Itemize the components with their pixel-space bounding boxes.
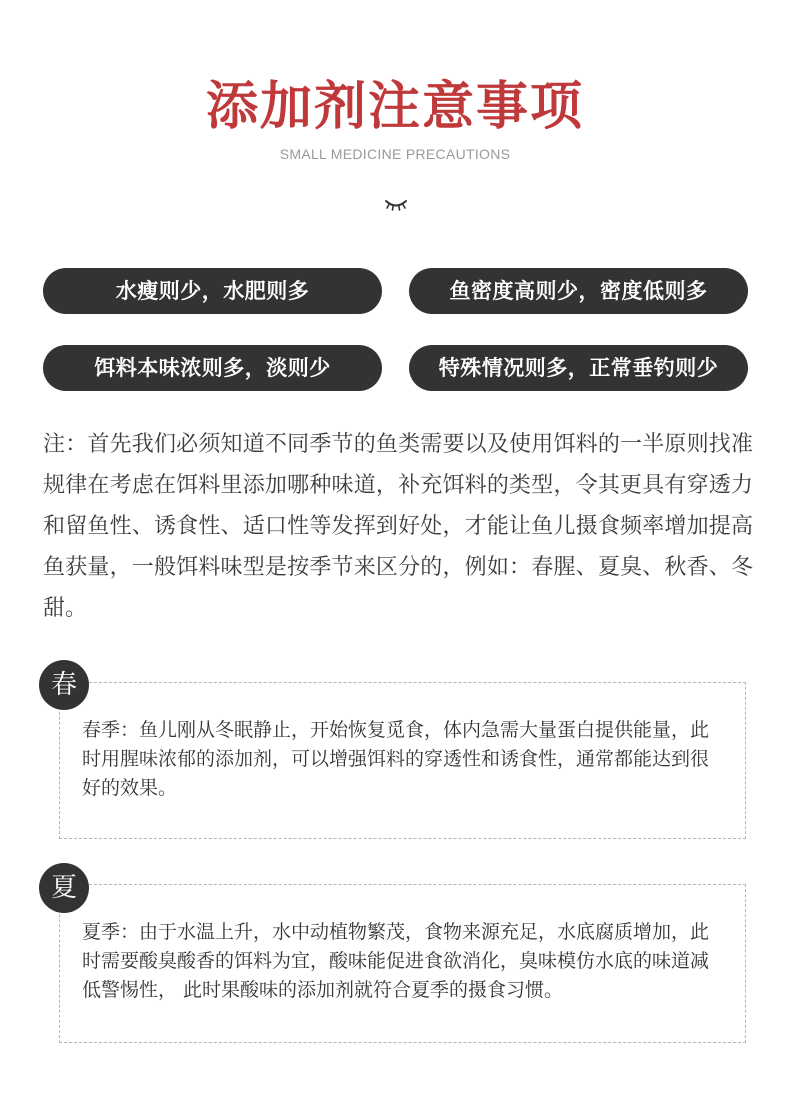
tip-pill: 鱼密度高则少，密度低则多 (409, 268, 748, 314)
summer-card (59, 884, 746, 1043)
tip-pill: 饵料本味浓则多，淡则少 (43, 345, 382, 391)
intro-note: 注：首先我们必须知道不同季节的鱼类需要以及使用饵料的一半原则找准规律在考虑在饵料里添加哪种味道，补充饵料的类型，令其更具有穿透力和留鱼性、诱食性、适口性等发挥到好处，才能让鱼儿摄食频率增加提高鱼获量，一般饵料味型是按季节来区分的，例如：春腥、夏臭、秋香、冬甜。 (43, 432, 753, 621)
spring-badge: 春 (39, 660, 89, 710)
tip-pill: 水瘦则少，水肥则多 (43, 268, 382, 314)
page-subtitle: SMALL MEDICINE PRECAUTIONS (279, 146, 511, 162)
summer-description: 夏季：由于水温上升，水中动植物繁茂，食物来源充足，水底腐质增加，此时需要酸臭酸香的饵料为宜，酸味能促进食欲消化，臭味模仿水底的味道减低警惕性， 此时果酸味的添加剂就符合夏季的摄食习惯。 (82, 921, 710, 1001)
tip-pill: 特殊情况则多，正常垂钓则少 (409, 345, 748, 391)
summer-badge: 夏 (39, 863, 89, 913)
closed-eye-icon (383, 196, 409, 212)
spring-card (59, 682, 746, 839)
page-title: 添加剂注意事项 (205, 77, 584, 137)
spring-description: 春季：鱼儿刚从冬眠静止，开始恢复觅食，体内急需大量蛋白提供能量，此时用腥味浓郁的添加剂，可以增强饵料的穿透性和诱食性，通常都能达到很好的效果。 (82, 719, 710, 799)
